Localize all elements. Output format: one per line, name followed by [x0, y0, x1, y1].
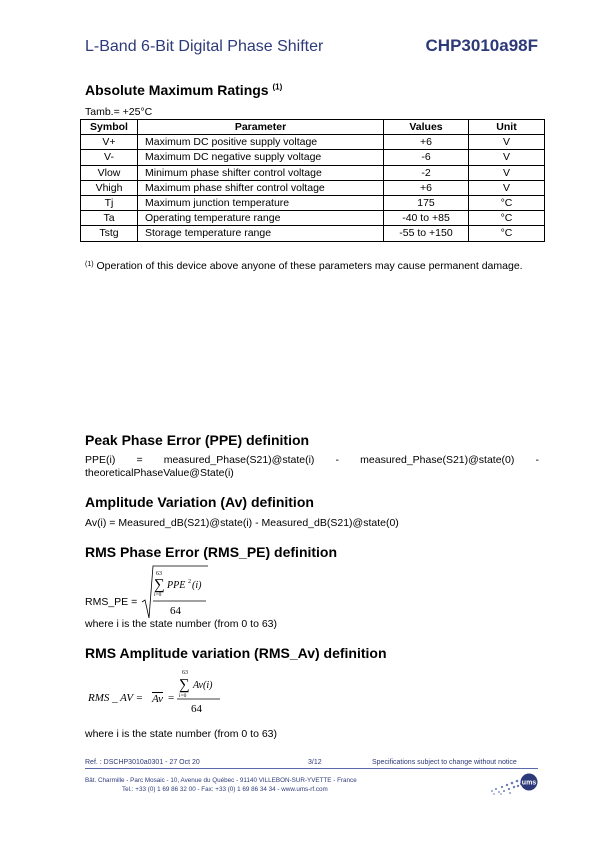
cell-unit: °C [469, 226, 545, 241]
sum-lower-limit: i=0 [154, 592, 162, 598]
table-header-row [81, 120, 545, 135]
table-row [81, 211, 545, 226]
col-header-symbol: Symbol [81, 120, 138, 135]
rms-pe-lhs: RMS_PE = [85, 596, 138, 608]
rms-av-heading: RMS Amplitude variation (RMS_Av) definition [85, 645, 387, 661]
cell-parameter: Maximum phase shifter control voltage [138, 180, 384, 195]
abs-max-heading-note: (1) [272, 82, 283, 92]
ppe-heading: Peak Phase Error (PPE) definition [85, 432, 310, 448]
sum-sign-icon: ∑ [179, 677, 190, 693]
ppe-argument: (i) [192, 580, 202, 591]
av-definition: Av(i) = Measured_dB(S21)@state(i) - Measured_dB(S21)@state(0) [85, 517, 399, 529]
abs-max-heading-text: Absolute Maximum Ratings [85, 82, 269, 98]
cell-parameter: Maximum DC negative supply voltage [138, 150, 384, 165]
cell-symbol: Tj [81, 195, 138, 210]
av-heading: Amplitude Variation (Av) definition [85, 494, 314, 510]
footer-address: Bât. Charmille - Parc Mosaic - 10, Avenue du Québec - 91140 VILLEBON-SUR-YVETTE - France [85, 777, 357, 784]
cell-symbol: Vlow [81, 165, 138, 180]
logo-text: ums [521, 779, 537, 787]
cell-value: +6 [384, 135, 469, 150]
abs-max-table [80, 119, 545, 242]
rms-av-note: where i is the state number (from 0 to 63) [85, 728, 277, 740]
abs-max-condition: Tamb.= +25°C [85, 106, 153, 118]
sum-lower-limit: i=0 [179, 693, 187, 699]
table-row [81, 195, 545, 210]
sum-sign-icon: ∑ [154, 577, 165, 593]
document-title: L-Band 6-Bit Digital Phase Shifter [85, 38, 324, 55]
table-row [81, 135, 545, 150]
cell-value: -40 to +85 [384, 211, 469, 226]
footer-reference: Ref. : DSCHP3010a0301 - 27 Oct 20 [85, 759, 200, 766]
ums-logo-icon [490, 772, 540, 796]
col-header-unit: Unit [469, 120, 545, 135]
footer-divider [85, 768, 538, 769]
footnote-text: Operation of this device above anyone of these parameters may cause permanent damage. [96, 260, 523, 272]
cell-parameter: Operating temperature range [138, 211, 384, 226]
cell-parameter: Maximum junction temperature [138, 195, 384, 210]
rms-pe-heading: RMS Phase Error (RMS_PE) definition [85, 544, 338, 560]
cell-symbol: Ta [81, 211, 138, 226]
cell-value: -55 to +150 [384, 226, 469, 241]
table-row [81, 180, 545, 195]
table-row [81, 165, 545, 180]
cell-value: +6 [384, 180, 469, 195]
table-row [81, 150, 545, 165]
abs-max-footnote [85, 258, 539, 273]
col-header-values: Values [384, 120, 469, 135]
cell-symbol: Vhigh [81, 180, 138, 195]
rms-pe-formula [140, 564, 212, 620]
rms-av-mean: Av [152, 693, 163, 705]
rms-av-denominator: 64 [191, 703, 202, 715]
cell-unit: V [469, 150, 545, 165]
cell-unit: V [469, 165, 545, 180]
cell-parameter: Maximum DC positive supply voltage [138, 135, 384, 150]
footer-contact: Tel.: +33 (0) 1 69 86 32 00 - Fax: +33 (0) 1 69 86 34 34 - www.ums-rf.com [122, 786, 328, 793]
cell-value: -2 [384, 165, 469, 180]
part-number: CHP3010a98F [425, 36, 538, 55]
rms-av-equals: = [168, 692, 175, 704]
sum-upper-limit: 63 [182, 670, 188, 676]
cell-parameter: Minimum phase shifter control voltage [138, 165, 384, 180]
cell-symbol: Tstg [81, 226, 138, 241]
cell-symbol: V+ [81, 135, 138, 150]
col-header-parameter: Parameter [138, 120, 384, 135]
cell-unit: V [469, 180, 545, 195]
cell-unit: V [469, 135, 545, 150]
cell-parameter: Storage temperature range [138, 226, 384, 241]
cell-value: -6 [384, 150, 469, 165]
cell-unit: °C [469, 195, 545, 210]
rms-pe-note: where i is the state number (from 0 to 63) [85, 618, 277, 630]
table-row [81, 226, 545, 241]
footnote-mark: (1) [85, 261, 94, 268]
ppe-exponent: 2 [188, 579, 191, 585]
cell-value: 175 [384, 195, 469, 210]
cell-unit: °C [469, 211, 545, 226]
ppe-term: PPE [167, 580, 186, 591]
footer-page-number: 3/12 [308, 759, 322, 766]
footer-notice: Specifications subject to change without notice [372, 759, 517, 766]
ppe-definition: PPE(i) = measured_Phase(S21)@state(i) - measured_Phase(S21)@state(0) - theoreticalPhaseValue@State(i) [85, 454, 539, 479]
av-term: Av(i) [193, 680, 213, 691]
rms-pe-denominator: 64 [170, 605, 181, 617]
rms-av-lhs: RMS _ AV = [88, 692, 144, 704]
cell-symbol: V- [81, 150, 138, 165]
rms-av-formula [176, 666, 224, 716]
sum-upper-limit: 63 [156, 571, 162, 577]
abs-max-heading [85, 82, 282, 98]
